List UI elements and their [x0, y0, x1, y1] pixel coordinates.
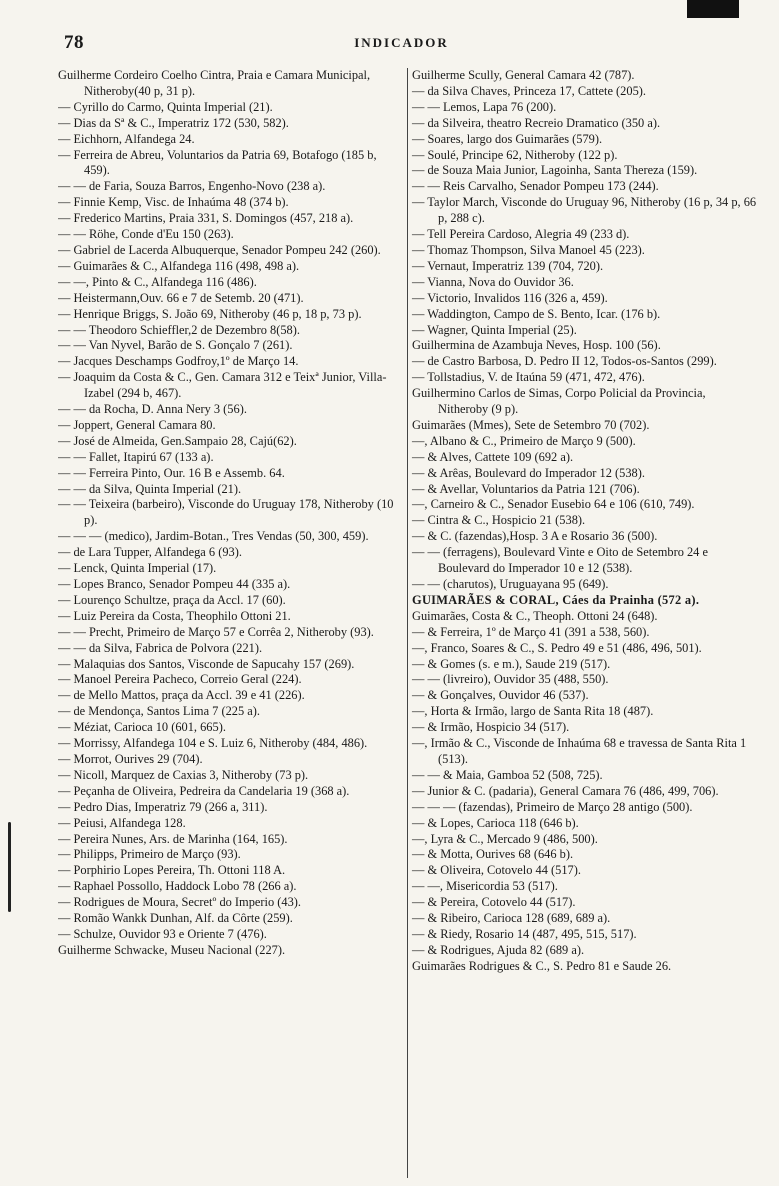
directory-entry: — Gabriel de Lacerda Albuquerque, Senador Pompeu 242 (260). — [58, 242, 381, 257]
directory-entry: — & Riedy, Rosario 14 (487, 495, 515, 517). — [412, 926, 637, 941]
directory-entry: — de Mello Mattos, praça da Accl. 39 e 41 (226). — [58, 688, 305, 703]
directory-entry: —, Carneiro & C., Senador Eusebio 64 e 106 (610, 749). — [412, 497, 695, 512]
directory-entry: — Raphael Possollo, Haddock Lobo 78 (266 a). — [58, 879, 297, 894]
directory-entry: — Soares, largo dos Guimarães (579). — [412, 131, 603, 146]
running-head: INDICADOR — [354, 35, 449, 50]
directory-entry: — Guimarães & C., Alfandega 116 (498, 498 a). — [58, 258, 300, 273]
directory-entry: Guimarães, Costa & C., Theoph. Ottoni 24 (648). — [412, 608, 658, 623]
page-header — [64, 32, 739, 54]
directory-entry: — Peçanha de Oliveira, Pedreira da Candelaria 19 (368 a). — [58, 783, 350, 798]
directory-entry: — & Motta, Ourives 68 (646 b). — [412, 847, 574, 862]
directory-entry: — Nicoll, Marquez de Caxias 3, Nitheroby (73 p). — [58, 767, 309, 782]
directory-entry: — — (ferragens), Boulevard Vinte e Oito de Setembro 24 e Boulevard do Imperador 10 e 12 (538). — [412, 545, 708, 576]
directory-entry: — & Gomes (s. e m.), Saude 219 (517). — [412, 656, 611, 671]
directory-entry: — & Arêas, Boulevard do Imperador 12 (538). — [412, 465, 645, 480]
directory-entry: — Tell Pereira Cardoso, Alegria 49 (233 d). — [412, 227, 630, 242]
directory-entry: — & Avellar, Voluntarios da Patria 121 (706). — [412, 481, 640, 496]
directory-entry: — — Van Nyvel, Barão de S. Gonçalo 7 (261). — [58, 338, 293, 353]
directory-entry: — — Precht, Primeiro de Março 57 e Corrêa 2, Nitheroby (93). — [58, 624, 374, 639]
directory-entry: — Frederico Martins, Praia 331, S. Domingos (457, 218 a). — [58, 211, 354, 226]
directory-entry: — Joppert, General Camara 80. — [58, 417, 216, 432]
directory-entry: — Lopes Branco, Senador Pompeu 44 (335 a). — [58, 577, 291, 591]
directory-entry: Guilherme Cordeiro Coelho Cintra, Praia e Camara Municipal, Nitheroby(40 p, 31 p). — [58, 68, 371, 98]
directory-entry: Guilhermino Carlos de Simas, Corpo Policial da Provincia, Nitheroby (9 p). — [412, 386, 706, 417]
corner-ink-mark — [687, 0, 739, 18]
directory-entry: —, Franco, Soares & C., S. Pedro 49 e 51 (486, 496, 501). — [412, 640, 702, 655]
directory-entry: — Rodrigues de Moura, Secretº do Imperio (43). — [58, 895, 301, 910]
directory-entry: — Porphirio Lopes Pereira, Th. Ottoni 118 A. — [58, 863, 286, 878]
directory-entry: GUIMARÃES & CORAL, Cáes da Prainha (572 a). — [412, 592, 700, 607]
directory-entry: — Henrique Briggs, S. João 69, Nitheroby (46 p, 18 p, 73 p). — [58, 306, 362, 321]
directory-entry: — Pereira Nunes, Ars. de Marinha (164, 165). — [58, 831, 288, 846]
directory-entry: — — de Faria, Souza Barros, Engenho-Novo (238 a). — [58, 179, 326, 194]
directory-entry: — Méziat, Carioca 10 (601, 665). — [58, 720, 226, 735]
directory-entry: —, Horta & Irmão, largo de Santa Rita 18 (487). — [412, 704, 654, 719]
directory-entry: — —, Misericordia 53 (517). — [412, 879, 558, 894]
directory-entry: Guilherme Schwacke, Museu Nacional (227). — [58, 942, 286, 957]
directory-entry: — — (livreiro), Ouvidor 35 (488, 550). — [412, 672, 609, 687]
directory-entry: — Eichhorn, Alfandega 24. — [58, 131, 195, 146]
directory-entry: — Manoel Pereira Pacheco, Correio Geral (224). — [58, 672, 302, 687]
directory-entry: — — (charutos), Uruguayana 95 (649). — [412, 577, 609, 591]
directory-entry: — Ferreira de Abreu, Voluntarios da Patria 69, Botafogo (185 b, 459). — [58, 147, 377, 178]
directory-entry: — da Silva Chaves, Princeza 17, Cattete (205). — [412, 83, 646, 98]
directory-entry: — Malaquias dos Santos, Visconde de Sapucahy 157 (269). — [58, 656, 355, 671]
directory-entry: — de Mendonça, Santos Lima 7 (225 a). — [58, 704, 260, 719]
directory-entry: — Morrissy, Alfandega 104 e S. Luiz 6, Nitheroby (484, 486). — [58, 736, 368, 751]
directory-entry: — Luiz Pereira da Costa, Theophilo Ottoni 21. — [58, 608, 291, 623]
directory-entry: — Victorio, Invalidos 116 (326 a, 459). — [412, 290, 608, 305]
directory-entry: — Lourenço Schultze, praça da Accl. 17 (60). — [58, 592, 286, 607]
directory-entry: Guimarães (Mmes), Sete de Setembro 70 (702). — [412, 417, 650, 432]
directory-entry: — — Teixeira (barbeiro), Visconde do Uruguay 178, Nitheroby (10 p). — [58, 497, 394, 528]
directory-entry: — Junior & C. (padaria), General Camara 76 (486, 499, 706). — [412, 783, 719, 798]
directory-entry: —, Lyra & C., Mercado 9 (486, 500). — [412, 831, 598, 846]
directory-entry: — — Theodoro Schieffler,2 de Dezembro 8(58). — [58, 322, 300, 337]
directory-entry: — — Ferreira Pinto, Our. 16 B e Assemb. 64. — [58, 465, 285, 480]
directory-entry: — Tollstadius, V. de Itaúna 59 (471, 472, 476). — [412, 370, 645, 385]
directory-entry: — de Souza Maia Junior, Lagoinha, Santa Thereza (159). — [412, 163, 698, 178]
directory-entry: — & C. (fazendas),Hosp. 3 A e Rosario 36 (500). — [412, 529, 658, 544]
directory-entry: — & Ferreira, 1º de Março 41 (391 a 538, 560). — [412, 624, 650, 639]
directory-entry: — Heistermann,Ouv. 66 e 7 de Setemb. 20 (471). — [58, 290, 304, 305]
directory-entry: — Vernaut, Imperatriz 139 (704, 720). — [412, 258, 604, 273]
directory-entry: — — da Silva, Quinta Imperial (21). — [58, 481, 242, 496]
left-column — [58, 68, 408, 1178]
directory-entry: — — Fallet, Itapirú 67 (133 a). — [58, 449, 214, 464]
directory-entry: — — da Rocha, D. Anna Nery 3 (56). — [58, 402, 247, 417]
page-number: 78 — [64, 32, 84, 53]
directory-entry: — Joaquim da Costa & C., Gen. Camara 312 e Teixª Junior, Villa-Izabel (294 b, 467). — [58, 370, 387, 401]
directory-entry: — Dias da Sª & C., Imperatriz 172 (530, 582). — [58, 115, 289, 130]
directory-entry: — de Lara Tupper, Alfandega 6 (93). — [58, 545, 242, 560]
directory-entry: — Soulé, Principe 62, Nitheroby (122 p). — [412, 147, 618, 162]
directory-entry: — & Ribeiro, Carioca 128 (689, 689 a). — [412, 911, 611, 926]
directory-entry: — & Gonçalves, Ouvidor 46 (537). — [412, 688, 589, 703]
directory-entry: — Cyrillo do Carmo, Quinta Imperial (21). — [58, 99, 273, 114]
directory-entry: Guilherme Scully, General Camara 42 (787). — [412, 68, 635, 82]
directory-entry: — — — (fazendas), Primeiro de Março 28 antigo (500). — [412, 799, 693, 814]
directory-entry: — Pedro Dias, Imperatriz 79 (266 a, 311). — [58, 799, 268, 814]
directory-entry: — Taylor March, Visconde do Uruguay 96, Nitheroby (16 p, 34 p, 66 p, 288 c). — [412, 195, 757, 226]
directory-entry: — & Pereira, Cotovelo 44 (517). — [412, 895, 576, 910]
directory-entry: — & Rodrigues, Ajuda 82 (689 a). — [412, 942, 585, 957]
directory-entry: — — da Silva, Fabrica de Polvora (221). — [58, 640, 263, 655]
directory-entry: — Morrot, Ourives 29 (704). — [58, 751, 203, 766]
directory-columns — [58, 68, 758, 1178]
directory-entry: — — & Maia, Gamboa 52 (508, 725). — [412, 767, 603, 782]
directory-entry: Guilhermina de Azambuja Neves, Hosp. 100 (56). — [412, 338, 661, 353]
directory-entry: — & Oliveira, Cotovelo 44 (517). — [412, 863, 581, 878]
directory-entry: — Philipps, Primeiro de Março (93). — [58, 847, 241, 862]
directory-entry: — Peiusi, Alfandega 128. — [58, 815, 186, 830]
directory-entry: — Cintra & C., Hospicio 21 (538). — [412, 513, 586, 528]
directory-entry: — —, Pinto & C., Alfandega 116 (486). — [58, 274, 257, 289]
directory-entry: — da Silveira, theatro Recreio Dramatico (350 a). — [412, 115, 661, 130]
directory-entry: — — Lemos, Lapa 76 (200). — [412, 99, 557, 114]
directory-entry: — Thomaz Thompson, Silva Manoel 45 (223). — [412, 242, 645, 257]
directory-entry: —, Irmão & C., Visconde de Inhaúma 68 e travessa de Santa Rita 1 (513). — [412, 736, 747, 766]
margin-ink-mark — [8, 822, 11, 912]
directory-entry: — Finnie Kemp, Visc. de Inhaúma 48 (374 b). — [58, 195, 289, 210]
directory-entry: — Waddington, Campo de S. Bento, Icar. (176 b). — [412, 306, 661, 321]
directory-entry: — & Irmão, Hospicio 34 (517). — [412, 720, 570, 735]
directory-entry: — — — (medico), Jardim-Botan., Tres Vendas (50, 300, 459). — [58, 529, 369, 544]
directory-entry: — Vianna, Nova do Ouvidor 36. — [412, 274, 574, 289]
directory-entry: Guimarães Rodrigues & C., S. Pedro 81 e Saude 26. — [412, 958, 672, 973]
directory-entry: — Schulze, Ouvidor 93 e Oriente 7 (476). — [58, 926, 267, 941]
right-column — [408, 68, 758, 1178]
directory-entry: — Romão Wankk Dunhan, Alf. da Côrte (259). — [58, 911, 293, 926]
directory-entry: — — Reis Carvalho, Senador Pompeu 173 (244). — [412, 179, 659, 194]
directory-entry: — Wagner, Quinta Imperial (25). — [412, 322, 577, 337]
directory-entry: — Jacques Deschamps Godfroy,1º de Março 14. — [58, 354, 299, 369]
directory-entry: — de Castro Barbosa, D. Pedro II 12, Todos-os-Santos (299). — [412, 354, 717, 369]
directory-entry: — & Alves, Cattete 109 (692 a). — [412, 449, 574, 464]
directory-entry: — & Lopes, Carioca 118 (646 b). — [412, 815, 579, 830]
directory-entry: — Lenck, Quinta Imperial (17). — [58, 561, 217, 576]
directory-entry: — — Röhe, Conde d'Eu 150 (263). — [58, 227, 234, 242]
directory-entry: — José de Almeida, Gen.Sampaio 28, Cajú(62). — [58, 433, 297, 448]
directory-entry: —, Albano & C., Primeiro de Março 9 (500). — [412, 433, 636, 448]
